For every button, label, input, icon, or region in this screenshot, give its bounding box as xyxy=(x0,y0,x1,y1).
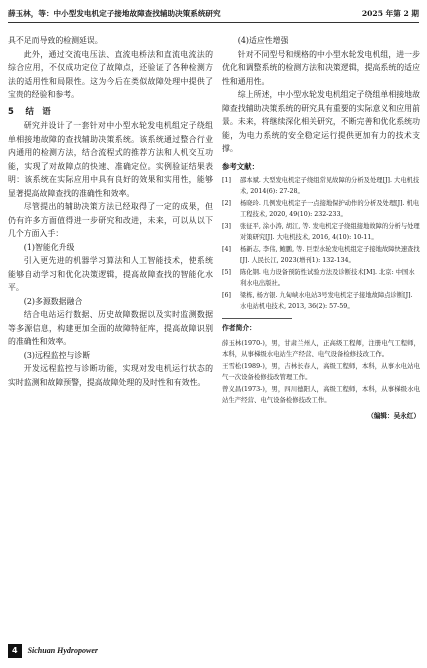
reference-text: 杨晓玲. 几例发电机定子一点接地保护动作的分析及处理[J]. 机电工程技术, 2020, 49(10): 232-233。 xyxy=(240,200,420,218)
reference-number: [4] xyxy=(222,246,231,253)
reference-list xyxy=(222,175,420,312)
reference-item xyxy=(222,267,420,289)
section-heading xyxy=(8,105,213,119)
reference-number: [6] xyxy=(222,292,231,299)
reference-item xyxy=(222,290,420,312)
paragraph: 开发远程监控与诊断功能，实现对发电机运行状态的实时监测和故障预警，提高故障处理的及时性和有效性。 xyxy=(8,364,213,387)
reference-item xyxy=(222,175,420,197)
reference-item xyxy=(222,244,420,266)
section-title: 结 语 xyxy=(25,105,51,116)
paragraph: 尽管提出的辅助决策方法已经取得了一定的成果，但仍有许多方面值得进一步研究和改进，未来，可以从以下几个方面入手： xyxy=(8,202,213,238)
page-footer xyxy=(8,644,419,658)
section-number: 5 xyxy=(8,105,14,116)
reference-number: [1] xyxy=(222,177,231,184)
paragraph: 结合电站运行数据、历史故障数据以及实时监测数据等多源信息，构建更加全面的故障特征库，提高故障识别的准确性和效率。 xyxy=(8,310,213,346)
right-column xyxy=(222,34,420,423)
reference-text: 张征平, 涂小涛, 胡江, 等. 发电机定子绕组接地故障的分析与处理对策研究[J]. 大电机技术, 2016, 4(10): 10-11。 xyxy=(240,223,420,241)
subheading: (2)多源数据融合 xyxy=(23,296,83,306)
reference-number: [3] xyxy=(222,223,231,230)
paragraph: 综上所述，中小型水轮发电机组定子绕组单相接地故障查找辅助决策系统的研究具有重要的实际意义和应用前景。未来，将继续深化相关研究，不断完善和优化系统功能，为电力系统的安全稳定运行提供更加有力的技术支撑。 xyxy=(222,90,420,153)
reference-text: 杨新志, 李伟, 鲍鹏, 等. 巨型水轮发电机组定子接地故障快速查找[J]. 人民长江, 2023(增刊1): 132-134。 xyxy=(240,246,420,264)
reference-text: 邵本斌. 大型发电机定子绕组常见故障的分析及处理[J]. 大电机技术, 2014(6): 27-28。 xyxy=(240,177,420,195)
reference-text: 梁栋, 杨方银. 九甸峡水电站3号发电机定子接地故障点诊断[J]. 水电站机电技术, 2013, 36(2): 57-59。 xyxy=(240,292,413,310)
reference-text: 陈化钢. 电力设备预防性试验方法及诊断技术[M]. 北京: 中国水利水电出版社。 xyxy=(240,269,415,287)
author-bio-heading: 作者简介： xyxy=(222,318,292,336)
running-header-title: 薛玉林，等：中小型发电机定子接地故障查找辅助决策系统研究 xyxy=(8,9,221,18)
paragraph: 针对不同型号和规格的中小型水轮发电机组，进一步优化和调整系统的检测方法和决策逻辑，提高系统的适应性和通用性。 xyxy=(222,49,420,86)
author-bio: 曾义昌(1973-)，男，四川德阳人，高级工程师，本科，从事梯级水电站生产经营、电气设备检修技改工作。 xyxy=(222,384,420,404)
left-column xyxy=(8,34,213,389)
paragraph: 研究并设计了一套针对中小型水轮发电机组定子绕组单相接地故障的查找辅助决策系统。该系统通过整合行业内通用的检测方法，结合流程式的推荐方法和人机交互功能，实现了对故障点的快速、准确定位。实例验证结果表明：该系统在实际应用中具有良好的效果和实用性，能够显著提高故障查找的准确性和效率。 xyxy=(8,121,213,198)
author-bio: 薛玉林(1970-)，男，甘肃兰州人，正高级工程师，注册电气工程师，本科，从事梯级水电站生产经营、电气设备检修技改工作。 xyxy=(222,338,420,358)
subheading: (1)智能化升级 xyxy=(23,242,75,252)
references-heading: 参考文献： xyxy=(222,161,259,171)
paragraph: 此外，通过交流电压法、直流电桥法和直流电流法的综合应用，不仅成功定位了故障点，还验证了各种检测方法的适用性和局限性。这为今后在类似故障处理中提供了宝贵的经验和参考。 xyxy=(8,49,213,99)
running-header-issue: 2025 年第 2 期 xyxy=(361,9,419,18)
reference-number: [2] xyxy=(222,200,231,207)
subheading: (4)适应性增强 xyxy=(237,36,289,45)
page-number: 4 xyxy=(8,644,22,658)
reference-item xyxy=(222,198,420,220)
editor-note: （编辑：吴永红） xyxy=(367,411,420,420)
reference-number: [5] xyxy=(222,269,231,276)
reference-item xyxy=(222,221,420,243)
journal-name: Sichuan Hydropower xyxy=(27,646,99,655)
paragraph: 引入更先进的机器学习算法和人工智能技术，使系统能够自动学习和优化决策逻辑，提高故障查找的智能化水平。 xyxy=(8,256,213,292)
paragraph: 具不足而导致的检测延误。 xyxy=(8,36,103,45)
running-header xyxy=(8,6,419,23)
author-bio: 王雪松(1989-)，男，吉林长春人，高级工程师，本科，从事水电站电气一次设备检修技改管理工作。 xyxy=(222,361,420,381)
subheading: (3)远程监控与诊断 xyxy=(23,350,91,360)
